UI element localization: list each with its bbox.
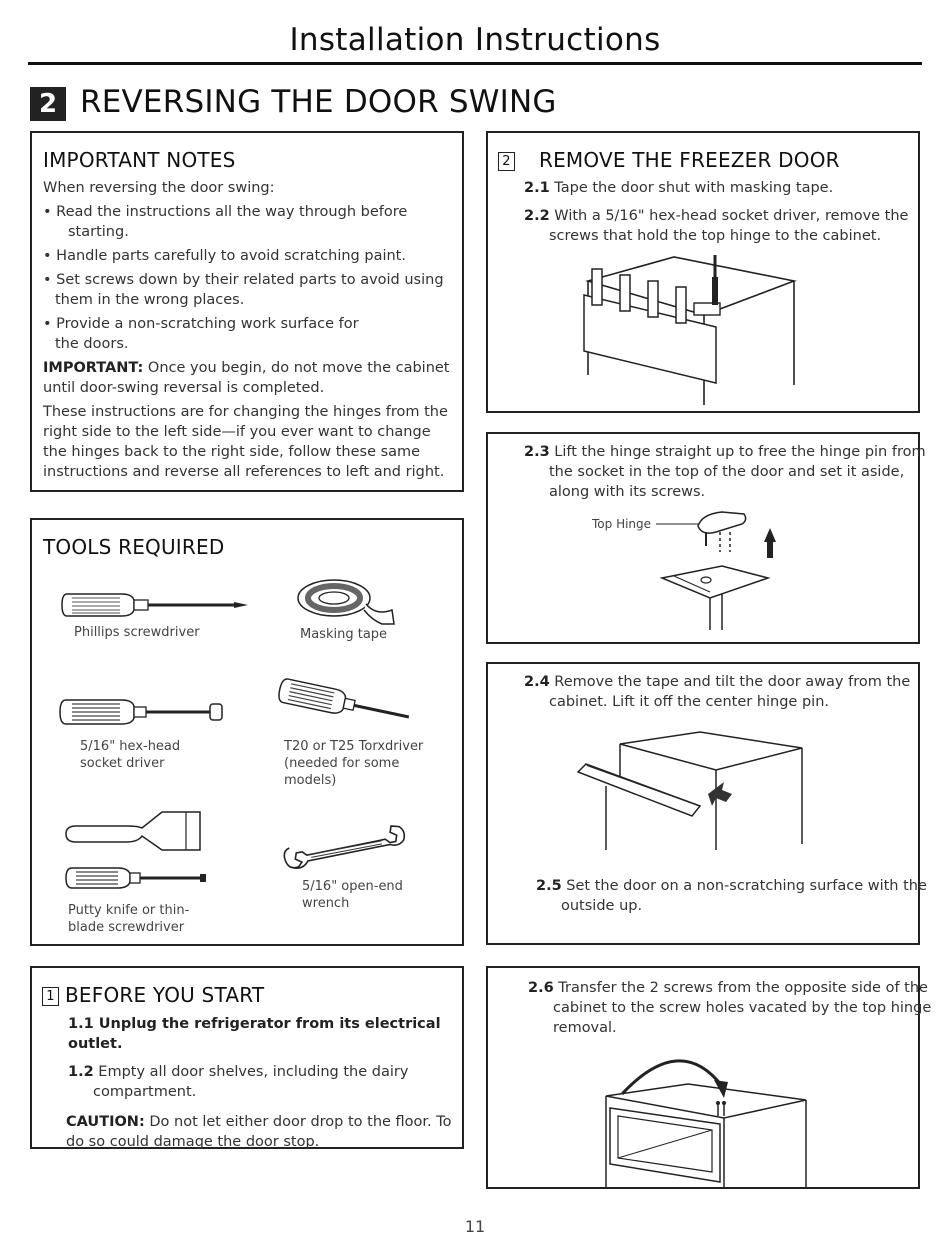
step-2-4-box <box>486 662 927 945</box>
before-heading: 1 BEFORE YOU START <box>42 983 264 1007</box>
tool-label: Phillips screwdriver <box>74 625 200 640</box>
thin-blade-screwdriver-icon <box>66 866 216 890</box>
step-number-box: 2 <box>498 152 515 171</box>
tool-label: Putty knife or thin-blade screwdriver <box>68 903 190 935</box>
section-number-badge: 2 <box>30 87 66 121</box>
header-rule <box>28 62 922 65</box>
section-title: REVERSING THE DOOR SWING <box>80 84 557 120</box>
important-notes-heading: IMPORTANT NOTES <box>43 148 236 172</box>
bullet-item: • Set screws down by their related parts to avoid using them in the wrong places. <box>43 272 444 308</box>
transfer-screws-illustration <box>600 1060 816 1188</box>
tilt-door-illustration <box>576 730 816 850</box>
step-2-4: 2.4 Remove the tape and tilt the door away from the cabinet. Lift it off the center hinge pin. <box>524 674 911 710</box>
intro-text: When reversing the door swing: <box>43 180 275 196</box>
before-steps <box>68 1014 458 1152</box>
putty-knife-icon <box>66 806 206 856</box>
important-paragraph: IMPORTANT: Once you begin, do not move the cabinet until door-swing reversal is completed. <box>43 360 450 396</box>
open-end-wrench-icon <box>282 824 412 870</box>
page-number: 11 <box>464 1217 486 1236</box>
remove-freezer-door-box <box>486 131 920 413</box>
bullet-item: • Handle parts carefully to avoid scratching paint. <box>43 248 406 264</box>
before-you-start-box <box>30 966 464 1149</box>
tool-label: 5/16" hex-head socket driver <box>80 739 181 771</box>
important-notes-box <box>30 131 464 492</box>
bullet-item: • Provide a non-scratching work surface for the doors. <box>43 316 359 352</box>
freezer-heading: 2 REMOVE THE FREEZER DOOR <box>498 148 840 172</box>
tool-label: Masking tape <box>300 627 388 642</box>
masking-tape-icon <box>294 576 404 626</box>
step-2-2: 2.2 With a 5/16" hex-head socket driver, remove the screws that hold the top hinge to the cabinet. <box>524 208 909 244</box>
tools-heading: TOOLS REQUIRED <box>43 535 225 559</box>
step-1-2: 1.2 Empty all door shelves, including the dairy compartment. <box>68 1064 409 1100</box>
freezer-steps <box>524 178 914 246</box>
top-hinge-label: Top Hinge <box>592 517 652 531</box>
socket-driver-icon <box>60 696 240 728</box>
step-1-1: 1.1 Unplug the refrigerator from its electrical outlet. <box>68 1016 441 1052</box>
step-2-6-box <box>486 966 932 1189</box>
freezer-tape-illustration <box>584 255 804 405</box>
closing-paragraph: These instructions are for changing the hinges from the right side to the left side—if you ever want to change the hinges back to the right side, follow these same instructions and reverse all references to left and right. <box>43 404 448 480</box>
caution-text: CAUTION: Do not let either door drop to the floor. To do so could damage the door stop. <box>66 1114 452 1150</box>
important-notes-body <box>43 178 458 482</box>
tool-label: 5/16" open-end wrench <box>302 879 403 911</box>
step-2-3-box <box>486 432 926 644</box>
step-2-6: 2.6 Transfer the 2 screws from the opposite side of the cabinet to the screw holes vacated by the top hinge removal. <box>528 980 932 1036</box>
step-2-1: 2.1 Tape the door shut with masking tape. <box>524 180 834 196</box>
tools-required-box <box>30 518 464 946</box>
step-2-3: 2.3 Lift the hinge straight up to free the hinge pin from the socket in the top of the door and set it aside, along with its screws. <box>524 444 926 500</box>
torxdriver-icon <box>278 684 418 734</box>
step-number-box: 1 <box>42 987 59 1006</box>
step-2-5: 2.5 Set the door on a non-scratching surface with the outside up. <box>536 878 927 914</box>
top-hinge-illustration <box>662 506 792 630</box>
page-header-title: Installation Instructions <box>289 22 661 58</box>
phillips-screwdriver-icon <box>62 590 252 620</box>
bullet-item: • Read the instructions all the way through before starting. <box>43 204 408 240</box>
tool-label: T20 or T25 Torxdriver (needed for some models) <box>284 739 424 788</box>
